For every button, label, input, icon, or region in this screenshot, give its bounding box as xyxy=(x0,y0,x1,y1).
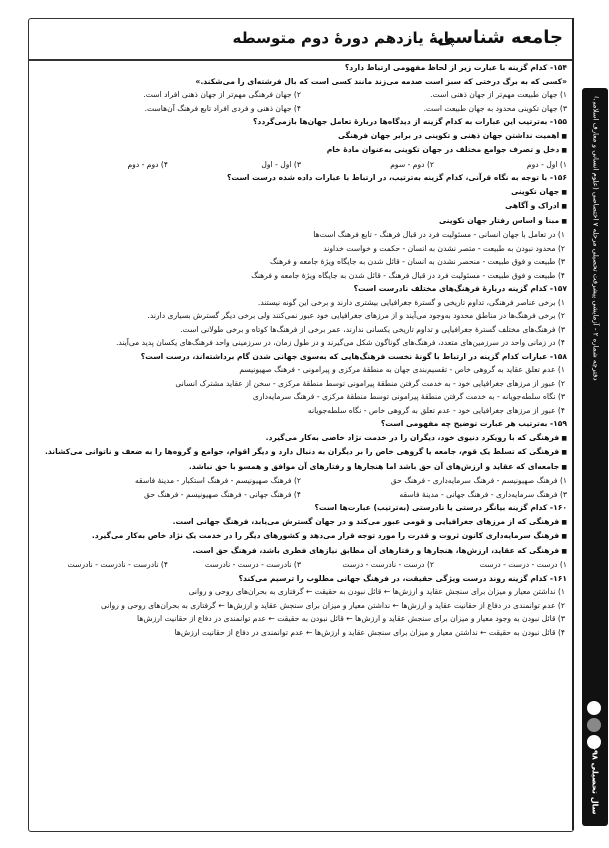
subject-title: جامعه شناسی xyxy=(437,27,563,48)
option-text: ۴) عبور از مرزهای جغرافیایی خود - عدم تعلق به گروهی خاص - نگاه سلطه‌جویانه xyxy=(307,405,565,415)
option-text: ۲) برخی فرهنگ‌ها در مناطق محدود به‌وجود می‌آیند و از مرزهای جغرافیایی خود عبور نمی‌کنند ولی برخی دیگر گسترش بسیاری دارند. xyxy=(147,311,565,320)
page-frame xyxy=(28,18,574,832)
page-header xyxy=(29,19,573,61)
grade-subtitle: پایهٔ یازدهم دورهٔ دوم متوسطه xyxy=(232,29,455,47)
booklet-info: دفترچه‌ شماره ۲ - آزمایشی پیشرفت تحصیلی مرحله ۷ اختصاصی (علوم انسانی و معارف اسلامی) xyxy=(591,95,600,381)
side-strip xyxy=(582,88,608,826)
options-row xyxy=(35,88,567,102)
questions-area xyxy=(35,61,567,639)
dot-icon xyxy=(587,701,601,715)
option-text: ۱) در تعامل با جهان انسانی - مسئولیت فرد در قبال فرهنگ - تابع فرهنگ است‌ها xyxy=(313,230,565,239)
option-text: ۱) فرهنگ صهیونیسم - فرهنگ سرمایه‌داری - فرهنگ حق xyxy=(390,476,567,485)
option-text: ۱) اول - دوم xyxy=(526,159,567,169)
option-text: ۲) عبور از مرزهای جغرافیایی خود - به خدمت گرفتن منطقهٔ پیرامونی توسط منطقهٔ مرکزی - سخن از عقاید مشترک انسانی xyxy=(175,378,565,388)
option-text: ۴) دوم - دوم xyxy=(127,159,168,169)
statement-item: ■ ادراک و آگاهی xyxy=(35,199,567,214)
statement-item: ■ فرهنگ سرمایه‌داری کانون ثروت و قدرت را مورد توجه قرار می‌دهد و کشورهای دیگر را در خدمت یک نژاد خاص به‌کار می‌گیرد. xyxy=(35,529,567,544)
school-year: سال تحصیلی ۹۸-۹۷ xyxy=(590,737,600,815)
option-text: ۴) طبیعت و فوق طبیعت - مسئولیت فرد در قبال فرهنگ - قائل شدن به جایگاه ویژهٔ جامعه و فرهنگ xyxy=(251,270,565,280)
option-text: ۳) طبیعت و فوق طبیعت - منحصر نشدن به انسان - قائل شدن به جایگاه ویژهٔ جامعه و فرهنگ xyxy=(269,257,565,266)
statement-item: ■ اهمیت نداشتن جهان ذهنی و تکوینی در برابر جهان فرهنگی xyxy=(35,129,567,144)
option-text: ۳) قائل نبودن به وجود معیار و میزان برای سنجش عقاید و ارزش‌ها ← قائل نبودن به حقیقت ← عدم توانمندی در دفاع از حقانیت ارزش‌ها xyxy=(137,614,565,623)
statement-item: ■ فرهنگی که تسلط یک قوم، جامعه یا گروهی خاص را بر دیگران به دنبال دارد و دیگر اقوام، جوامع و گروه‌ها را به ضعف و ناتوانی می‌کشاند. xyxy=(35,445,567,460)
option-text: ۳) جهان تکوینی محدود به جهان طبیعت است. xyxy=(423,103,567,113)
question-stem: ۱۵۵- به‌ترتیب این عبارات به کدام گزینه از دیدگاه‌ها دربارهٔ تعامل جهان‌ها بازمی‌گردد؟ xyxy=(253,117,567,126)
option-text: ۱) عدم تعلق عقاید به گروهی خاص - تقسیم‌بندی جهان به منطقهٔ مرکزی و پیرامونی - فرهنگ صهیونیسم xyxy=(239,365,565,374)
option-text: ۴) قائل نبودن به حقیقت ← نداشتن معیار و میزان برای سنجش عقاید و ارزش‌ها ← عدم توانمندی در دفاع از حقانیت ارزش‌ها xyxy=(174,627,565,637)
question-stem: ۱۶۱- کدام گزینه روند درست ویژگی حقیقت، در فرهنگ جهانی مطلوب را ترسیم می‌کند؟ xyxy=(238,573,567,583)
option-text: ۲) فرهنگ صهیونیسم - فرهنگ استکبار - مدینهٔ فاسقه xyxy=(134,476,301,485)
options-row xyxy=(35,102,567,116)
statement-item: ■ فرهنگی که با رویکرد دنیوی خود، دیگران را در خدمت نژاد خاصی به‌کار می‌گیرد. xyxy=(35,431,567,446)
option-text: ۴) در زمانی واحد در سرزمین‌های متعدد، فرهنگ‌های گوناگون شکل می‌گیرند و در طول زمان، در سرزمینی واحد فرهنگ‌های یکسان پدید می‌آیند. xyxy=(115,338,565,347)
option-text: ۳) اول - اول xyxy=(261,159,301,169)
option-text: ۲) درست - نادرست - درست xyxy=(342,560,434,569)
quote-text: «کسی که به برگ درختی که سبز است صدمه می‌زند مانند کسی است که بال فرشته‌ای را می‌شکند.» xyxy=(195,76,567,86)
statement-item: ■ فرهنگی که عقاید، ارزش‌ها، هنجارها و رفتارهای آن مطابق نیازهای فطری باشد، فرهنگ حق است. xyxy=(35,544,567,559)
options-row xyxy=(35,474,567,488)
question-stem: ۱۵۷- کدام گزینه دربارهٔ فرهنگ‌های مختلف نادرست است؟ xyxy=(353,284,567,293)
option-text: ۳) نادرست - درست - نادرست xyxy=(204,560,301,569)
question-stem: ۱۵۴- کدام گزینه با عبارت زیر از لحاظ مفهومی ارتباط دارد؟ xyxy=(344,63,567,72)
option-text: ۴) جهان ذهنی و فردی افراد تابع فرهنگ آن‌هاست. xyxy=(144,103,301,113)
question-stem: ۱۶۰- کدام گزینه بیانگر درستی یا نادرستی (به‌ترتیب) عبارت‌ها است؟ xyxy=(314,503,567,512)
option-text: ۴) نادرست - نادرست - نادرست xyxy=(67,560,168,569)
option-text: ۳) نگاه سلطه‌جویانه - به خدمت گرفتن منطقهٔ پیرامونی توسط منطقهٔ مرکزی - فرهنگ سرمایه‌داری xyxy=(252,392,565,401)
option-text: ۳) فرهنگ سرمایه‌داری - فرهنگ جهانی - مدینهٔ فاسقه xyxy=(399,489,567,499)
statement-item: ■ مبنا و اساس رفتار جهان تکوینی xyxy=(35,214,567,229)
option-text: ۳) فرهنگ‌های مختلف گسترهٔ جغرافیایی و تداوم تاریخی یکسانی ندارند، عمر برخی از فرهنگ‌ها کوتاه و برخی طولانی است. xyxy=(180,324,565,334)
option-text: ۲) دوم - سوم xyxy=(390,159,434,169)
question-stem: ۱۵۹- به‌ترتیب هر عبارت توضیح چه مفهومی است؟ xyxy=(380,419,567,428)
option-text: ۲) محدود نبودن به طبیعت - متصر نشدن به انسان - حکمت و خواست خداوند xyxy=(323,243,565,253)
option-text: ۱) درست - درست - درست xyxy=(479,560,567,569)
option-text: ۱) نداشتن معیار و میزان برای سنجش عقاید و ارزش‌ها ← قائل نبودن به حقیقت ← گرفتاری به بحران‌های روحی و روانی xyxy=(188,587,565,596)
option-text: ۱) برخی عناصر فرهنگی، تداوم تاریخی و گسترهٔ جغرافیایی بیشتری دارند و برخی این گونه نیستند. xyxy=(257,297,565,307)
statement-item: ■ جهان تکوینی xyxy=(35,185,567,200)
statement-item: ■ جامعه‌ای که عقاید و ارزش‌های آن حق باشد اما هنجارها و رفتارهای آن موافق و همسو با حق نباشد. xyxy=(35,460,567,475)
options-row xyxy=(35,558,567,572)
question-stem: ۱۵۸- عبارات کدام گزینه در ارتباط با گونهٔ نخست فرهنگ‌هایی که به‌سوی جهانی شدن گام برداشته‌اند، درست است؟ xyxy=(140,351,567,361)
page-number: ۷ xyxy=(583,88,597,112)
options-row xyxy=(35,158,567,172)
statement-item: ■ دخل و تصرف جوامع مختلف در جهان تکوینی به‌عنوان مادهٔ خام xyxy=(35,143,567,158)
option-text: ۱) جهان طبیعت مهم‌تر از جهان ذهنی است. xyxy=(430,90,567,99)
side-bar xyxy=(572,18,609,830)
question-stem: ۱۵۶- با توجه به نگاه قرآنی، کدام گزینه به‌ترتیب، در ارتباط با عبارات داده شده درست است؟ xyxy=(227,173,567,182)
statement-item: ■ فرهنگی که از مرزهای جغرافیایی و قومی عبور می‌کند و در جهان گسترش می‌یابد، فرهنگ جهانی است. xyxy=(35,515,567,530)
options-row xyxy=(35,488,567,502)
option-text: ۲) عدم توانمندی در دفاع از حقانیت عقاید و ارزش‌ها ← نداشتن معیار و میزان برای سنجش عقاید و ارزش‌ها ← گرفتاری به بحران‌های روحی و روانی xyxy=(100,600,565,610)
option-text: ۲) جهان فرهنگی مهم‌تر از جهان ذهنی افراد است. xyxy=(143,90,301,99)
option-text: ۴) فرهنگ جهانی - فرهنگ صهیونیسم - فرهنگ حق xyxy=(144,489,301,499)
